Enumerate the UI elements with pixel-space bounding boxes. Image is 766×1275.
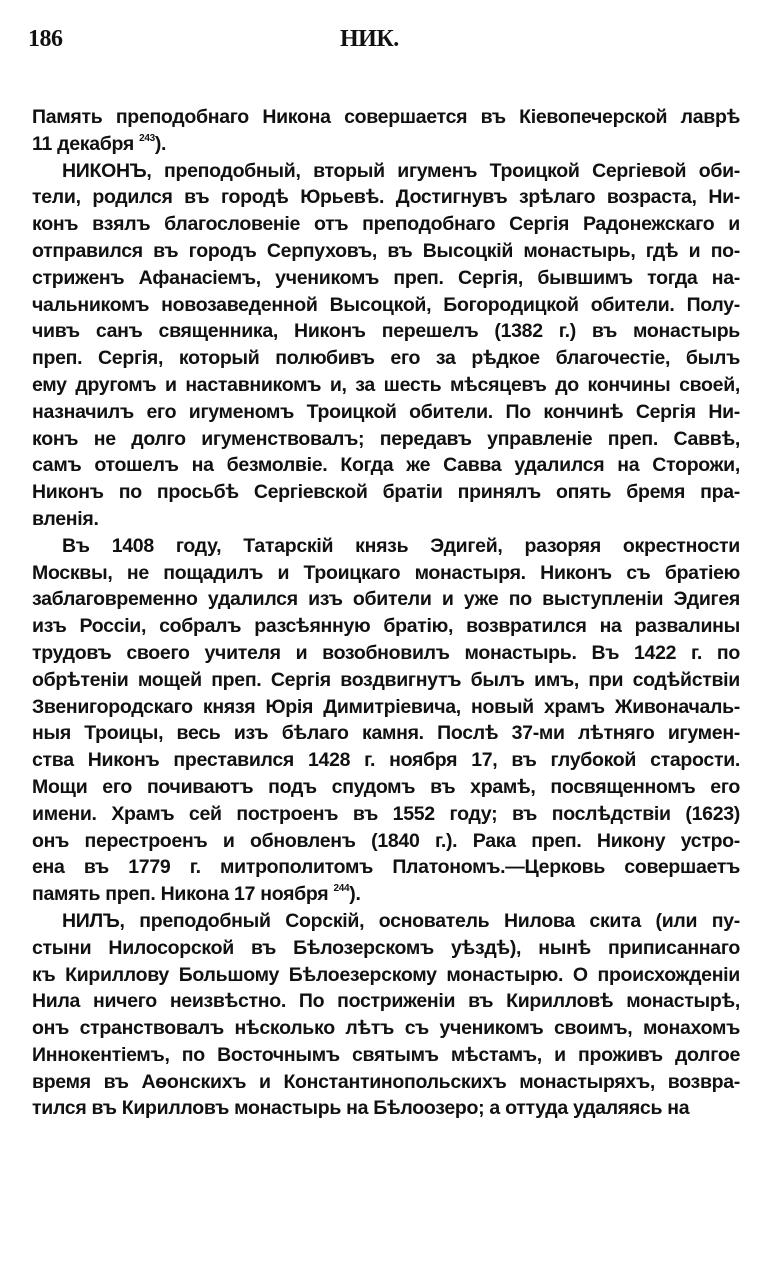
line-text: изъ Россіи, собралъ разсѣянную братію, возвратился на развалины bbox=[32, 615, 740, 638]
text-line bbox=[32, 694, 740, 721]
line-text: преп. Сергія, который полюбивъ его за рѣдкое благочестіе, былъ bbox=[32, 347, 740, 370]
text-line bbox=[32, 426, 740, 453]
line-text: 11 декабря bbox=[32, 132, 140, 155]
line-text: тился въ Кирилловъ монастырь на Бѣлоозеро; а оттуда удаляясь на bbox=[32, 1097, 690, 1120]
line-text: Москвы, не пощадилъ и Троицкаго монастыря. Никонъ съ братіею bbox=[32, 561, 740, 584]
text-line bbox=[32, 399, 740, 426]
line-text: ему другомъ и наставникомъ и, за шесть мѣсяцевъ до кончины своей, bbox=[32, 373, 740, 396]
line-text: НИЛЪ, преподобный Сорскій, основатель Нилова скита (или пу- bbox=[62, 909, 740, 932]
text-line bbox=[32, 104, 740, 131]
line-text: Никонъ по просьбѣ Сергіевской братіи принялъ опять бремя пра- bbox=[32, 481, 740, 504]
text-line bbox=[32, 158, 740, 185]
line-text: НИКОНЪ, преподобный, вторый игуменъ Троицкой Сергіевой оби- bbox=[62, 159, 740, 182]
line-text-after: ). bbox=[349, 883, 361, 906]
line-text: конъ не долго игуменствовалъ; передавъ управленіе преп. Саввѣ, bbox=[32, 427, 740, 450]
line-text: Память преподобнаго Никона совершается въ Кіевопечерской лаврѣ bbox=[32, 106, 740, 128]
line-text: ена въ 1779 г. митрополитомъ Платономъ.—Церковь совершаетъ bbox=[32, 856, 740, 879]
line-text: вленія. bbox=[32, 507, 99, 530]
running-title: НИК. bbox=[340, 26, 399, 52]
text-line bbox=[32, 1015, 740, 1042]
text-line bbox=[32, 318, 740, 345]
footnote-marker[interactable]: 243 bbox=[139, 132, 155, 144]
line-text: трудовъ своего учителя и возобновилъ монастырь. Въ 1422 г. по bbox=[32, 641, 740, 664]
body-text bbox=[32, 104, 740, 1122]
text-line bbox=[32, 533, 740, 560]
line-text: заблаговременно удалился изъ обители и уже по выступленіи Эдигея bbox=[32, 588, 740, 611]
line-text: Въ 1408 году, Татарскій князь Эдигей, разоряя окрестности bbox=[62, 534, 740, 557]
line-text: память преп. Никона 17 ноября bbox=[32, 883, 334, 906]
line-text: Иннокентіемъ, по Восточнымъ святымъ мѣстамъ, и проживъ долгое bbox=[32, 1043, 740, 1066]
text-line bbox=[32, 1042, 740, 1069]
text-line bbox=[32, 265, 740, 292]
line-text: Нила ничего неизвѣстно. По постриженіи въ Кирилловѣ монастырѣ, bbox=[32, 990, 740, 1013]
text-line bbox=[32, 828, 740, 855]
text-line bbox=[32, 131, 740, 158]
line-text: онъ перестроенъ и обновленъ (1840 г.). Рака преп. Никону устро- bbox=[32, 829, 740, 852]
page-number: 186 bbox=[28, 26, 63, 52]
line-text: Мощи его почиваютъ подъ спудомъ въ храмѣ, посвященномъ его bbox=[32, 775, 740, 798]
line-text: отправился въ городъ Серпуховъ, въ Высоцкій монастырь, гдѣ и по- bbox=[32, 239, 740, 262]
line-text: обрѣтеніи мощей преп. Сергія воздвигнутъ былъ имъ, при содѣйствіи bbox=[32, 668, 740, 691]
line-text: стриженъ Афанасіемъ, ученикомъ преп. Сергія, бывшимъ тогда на- bbox=[32, 266, 740, 289]
footnote-marker[interactable]: 244 bbox=[333, 883, 350, 895]
text-line bbox=[32, 238, 740, 265]
line-text: чивъ санъ священника, Никонъ перешелъ (1382 г.) въ монастырь bbox=[32, 320, 740, 343]
text-line bbox=[32, 720, 740, 747]
line-text: назначилъ его игуменомъ Троицкой обители. По кончинѣ Сергія Ни- bbox=[32, 400, 740, 423]
line-text: ныя Троицы, весь изъ бѣлаго камня. Послѣ 37-ми лѣтняго игумен- bbox=[32, 722, 740, 745]
text-line bbox=[32, 854, 740, 881]
text-line bbox=[32, 640, 740, 667]
text-line bbox=[32, 560, 740, 587]
text-line bbox=[32, 935, 740, 962]
text-line bbox=[32, 747, 740, 774]
line-text-after: ). bbox=[154, 132, 167, 155]
text-line bbox=[32, 586, 740, 613]
text-line bbox=[32, 372, 740, 399]
line-text: имени. Храмъ сей построенъ въ 1552 году; въ послѣдствіи (1623) bbox=[32, 802, 740, 825]
line-text: онъ странствовалъ нѣсколько лѣтъ съ ученикомъ своимъ, монахомъ bbox=[32, 1017, 740, 1040]
text-line bbox=[32, 774, 740, 801]
line-text: стыни Нилосорской въ Бѣлозерскомъ уѣздѣ), нынѣ приписаннаго bbox=[32, 936, 740, 959]
text-line bbox=[32, 479, 740, 506]
text-line bbox=[32, 211, 740, 238]
line-text: чальникомъ новозаведенной Высоцкой, Богородицкой обители. Полу- bbox=[32, 293, 740, 316]
text-line bbox=[32, 292, 740, 319]
line-text: конъ взялъ благословеніе отъ преподобнаго Сергія Радонежскаго и bbox=[32, 213, 740, 236]
line-text: время въ Аѳонскихъ и Константинопольскихъ монастыряхъ, возвра- bbox=[32, 1070, 740, 1093]
line-text: къ Кириллову Большому Бѣлоезерскому монастырю. О происхожденіи bbox=[32, 963, 740, 986]
text-line bbox=[32, 667, 740, 694]
text-line bbox=[32, 506, 740, 533]
text-line bbox=[32, 962, 740, 989]
text-line bbox=[32, 988, 740, 1015]
text-line bbox=[32, 1069, 740, 1096]
line-text: Звенигородскаго князя Юрія Димитріевича, новый храмъ Живоначаль- bbox=[32, 695, 740, 718]
line-text: самъ отошелъ на безмолвіе. Когда же Савва удалился на Сторожи, bbox=[32, 454, 740, 477]
text-line bbox=[32, 801, 740, 828]
text-line bbox=[32, 613, 740, 640]
text-line bbox=[32, 452, 740, 479]
text-line bbox=[32, 184, 740, 211]
text-line bbox=[32, 881, 740, 908]
text-line bbox=[32, 908, 740, 935]
text-line bbox=[32, 345, 740, 372]
text-line bbox=[32, 1095, 740, 1122]
line-text: тели, родился въ городѣ Юрьевѣ. Достигнувъ зрѣлаго возраста, Ни- bbox=[32, 186, 740, 209]
line-text: ства Никонъ преставился 1428 г. ноября 17, въ глубокой старости. bbox=[32, 749, 740, 772]
